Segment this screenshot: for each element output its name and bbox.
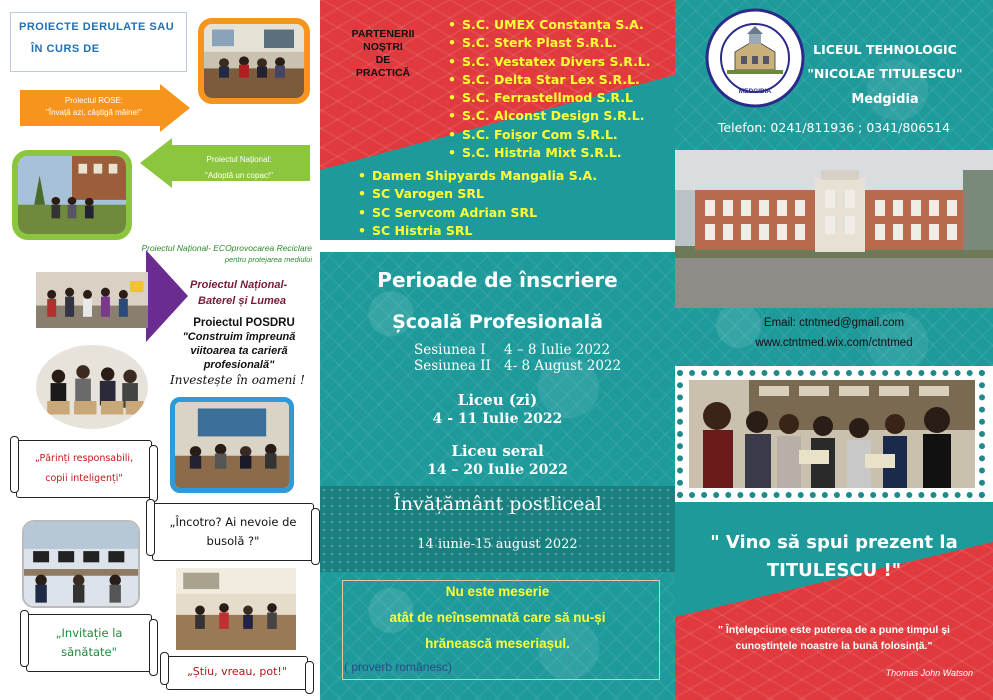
computer-lab-image	[24, 522, 138, 606]
middle-panel	[320, 0, 675, 700]
highschool-day-dates: 4 - 11 Iulie 2022	[432, 411, 563, 427]
school-building-photo	[675, 150, 993, 308]
parents-photo-image	[36, 345, 148, 429]
stiu-slogan: „Știu, vreau, pot!"	[187, 665, 287, 678]
quote-line1: " Înțelepciune este puterea de a pune timpul și	[718, 624, 950, 636]
session2-label: Sesiunea II	[414, 358, 491, 374]
students-photo	[689, 380, 975, 488]
projects-title-box	[10, 12, 187, 72]
eco-project-line1: Proiectul Național- ECOprovocarea Reciclare	[141, 243, 312, 253]
classroom-photo-2	[170, 397, 294, 493]
partner-item: • S.C. Vestatex Divers S.R.L.	[448, 53, 651, 71]
session2-dates: 4- 8 August 2022	[504, 358, 622, 374]
incotro-scroll-banner	[152, 503, 314, 561]
partner-item: • SC Servcom Adrian SRL	[358, 204, 597, 222]
parents-scroll-banner	[16, 440, 152, 498]
section-divider	[320, 240, 675, 252]
parents-project-photo	[36, 345, 148, 429]
right-panel	[675, 0, 993, 700]
posdru-slogan-line1: "Construim împreună	[182, 331, 296, 343]
partners-label-line2: NOȘTRI	[363, 41, 403, 53]
partners-list-bottom	[358, 167, 597, 240]
quote-author: Thomas John Watson	[885, 668, 973, 678]
partner-item: • SC Varogen SRL	[358, 185, 597, 203]
baterel-project-photo	[36, 272, 148, 328]
health-slogan-line2: sănătate"	[61, 645, 117, 659]
partners-label	[338, 28, 428, 80]
projects-title-line1: PROIECTE DERULATE SAU	[19, 21, 175, 33]
parents-slogan-line1: „Părinți responsabili,	[34, 453, 134, 464]
partner-item: • S.C. Delta Star Lex S.R.L.	[448, 71, 651, 89]
students-photo-frame	[675, 366, 993, 502]
classroom-photo-1	[198, 18, 310, 104]
seal-bottom-text: MEDGIDIA	[738, 88, 772, 95]
classroom-photo-2-image	[175, 402, 289, 488]
students-photo-image	[689, 380, 975, 488]
tree-planting-image	[18, 156, 126, 234]
classroom-photo-image	[204, 24, 304, 98]
stiu-scroll-banner	[166, 656, 308, 690]
school-building-image	[675, 150, 993, 308]
proverb-line1: Nu este meserie	[445, 584, 550, 599]
school-email: Email: ctntmed@gmail.com	[763, 317, 905, 329]
school-phone: Telefon: 0241/811936 ; 0341/806514	[717, 120, 951, 135]
posdru-title: Proiectul POSDRU	[193, 317, 295, 329]
partner-item: • S.C. Histria Mixt S.R.L.	[448, 144, 651, 162]
vocational-school-title: Școală Profesională	[392, 311, 603, 333]
postsecondary-title: Învățământ postliceal	[393, 493, 602, 515]
proverb-line3: hrănească meseriașul.	[425, 636, 570, 651]
eco-project-line2: pentru protejarea mediului	[224, 255, 312, 264]
quote-line2: cunoștințele noastre la bună folosință."	[735, 640, 933, 652]
baterel-photo-image	[36, 272, 148, 328]
partners-label-line3: DE	[375, 54, 391, 66]
partner-item: • Damen Shipyards Mangalia S.A.	[358, 167, 597, 185]
enrollment-title: Perioade de înscriere	[377, 268, 618, 292]
slogan-line2: TITULESCU !"	[766, 560, 902, 581]
baterel-title-line2: Baterel și Lumea	[198, 295, 287, 307]
classroom-photo-3	[176, 568, 296, 650]
proverb-source: ( proverb românesc)	[344, 660, 453, 674]
proverb-line2: atât de neînsemnată care să nu-și	[389, 610, 606, 625]
slogan-line1: " Vino să spui prezent la	[710, 532, 958, 553]
left-panel	[0, 0, 320, 700]
rose-project-slogan: "Învață azi, câștigă mâine!"	[46, 108, 142, 117]
baterel-title-line1: Proiectul Național-	[190, 279, 288, 291]
partners-list-top	[448, 16, 651, 162]
tree-planting-photo	[12, 150, 132, 240]
invest-slogan: Investește în oameni !	[170, 373, 305, 387]
computer-lab-photo	[22, 520, 140, 608]
partners-label-line4: PRACTICĂ	[355, 67, 411, 79]
partner-item: • S.C. Sterk Plast S.R.L.	[448, 34, 651, 52]
session1-label: Sesiunea I	[414, 342, 486, 358]
partner-item: • S.C. Foișor Com S.R.L.	[448, 126, 651, 144]
school-name-line2: "NICOLAE TITULESCU"	[807, 66, 963, 81]
incotro-slogan-line2: busolă ?"	[206, 534, 260, 548]
posdru-slogan-line3: profesională"	[203, 359, 275, 371]
posdru-slogan-line2: viitoarea ta carieră	[190, 345, 288, 357]
incotro-slogan-line1: „Încotro? Ai nevoie de	[169, 515, 297, 529]
school-city: Medgidia	[851, 92, 919, 107]
partner-item: • SC Histria SRL	[358, 222, 597, 240]
national-project-title: Proiectul Național:	[206, 155, 272, 164]
rose-project-title: Proiectul ROSE:	[64, 96, 124, 105]
school-name-line1: LICEUL TEHNOLOGIC	[813, 42, 957, 57]
highschool-evening-title: Liceu seral	[451, 442, 544, 460]
partner-item: • S.C. Ferrastellmod S.R.L	[448, 89, 651, 107]
projects-title-line2: ÎN CURS DE	[31, 43, 100, 55]
partners-label-line1: PARTENERII	[351, 28, 415, 40]
session1-dates: 4 – 8 Iulie 2022	[504, 342, 611, 358]
partner-item: • S.C. Alconst Design S.R.L.	[448, 107, 651, 125]
school-website[interactable]: www.ctntmed.wix.com/ctntmed	[755, 337, 913, 349]
parents-slogan-line2: copii inteligenți"	[45, 473, 123, 484]
health-scroll-banner	[26, 614, 152, 672]
national-project-slogan: "Adoptă un copac!"	[205, 171, 273, 180]
partner-item: • S.C. UMEX Constanța S.A.	[448, 16, 651, 34]
health-slogan-line1: „Invitație la	[55, 626, 123, 640]
highschool-day-title: Liceu (zi)	[457, 391, 538, 409]
classroom-photo-3-image	[176, 568, 296, 650]
postsecondary-dates: 14 iunie-15 august 2022	[417, 537, 578, 552]
highschool-evening-dates: 14 – 20 Iulie 2022	[427, 462, 568, 478]
